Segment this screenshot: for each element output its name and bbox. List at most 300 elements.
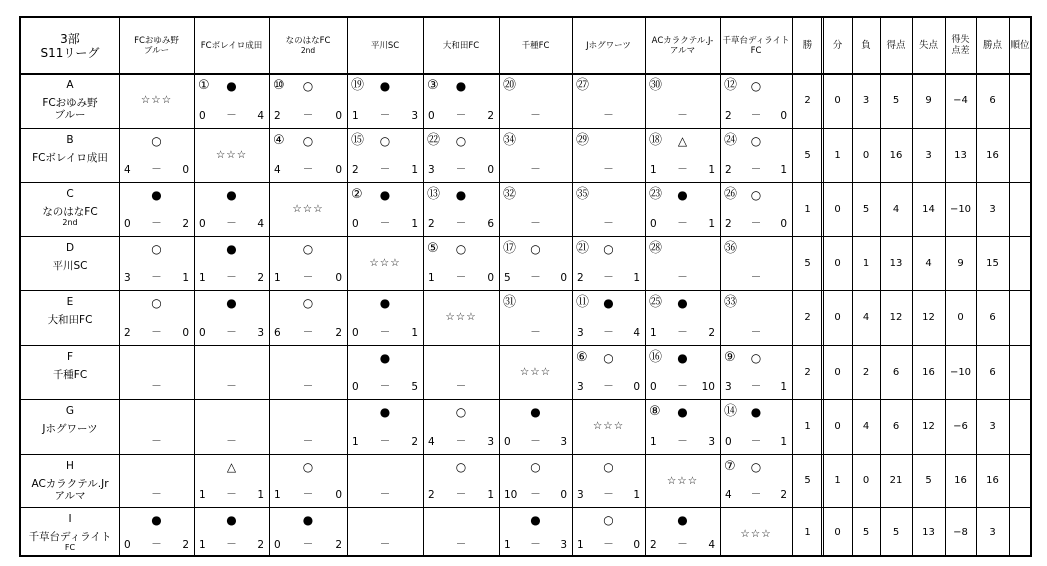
score-for: 0 bbox=[725, 436, 732, 448]
score-for: 1 bbox=[274, 272, 281, 284]
match-cell bbox=[194, 73, 269, 128]
match-cell bbox=[499, 454, 572, 507]
stat-value: 2 bbox=[804, 312, 811, 323]
match-cell bbox=[499, 236, 572, 290]
match-cell bbox=[423, 236, 499, 290]
score-dash: － bbox=[226, 538, 237, 550]
match-number: ⑪ bbox=[576, 295, 590, 310]
score-dash: － bbox=[226, 488, 237, 500]
match-cell bbox=[423, 128, 499, 182]
stat-value bbox=[1009, 345, 1031, 399]
result-mark-icon: ● bbox=[302, 513, 314, 527]
match-cell bbox=[347, 290, 423, 345]
match-cell bbox=[720, 128, 792, 182]
score-dash: － bbox=[530, 271, 541, 283]
score-dash: － bbox=[750, 217, 762, 229]
match-cell bbox=[119, 128, 194, 182]
match-cell bbox=[423, 345, 499, 399]
score-for: 4 bbox=[428, 436, 435, 448]
score-dash: － bbox=[302, 488, 314, 500]
score-for: 2 bbox=[725, 110, 732, 122]
result-mark-icon: ● bbox=[379, 79, 391, 93]
self-match-stars: ☆☆☆ bbox=[140, 94, 173, 106]
score-against: 2 bbox=[335, 327, 342, 339]
score-dash: － bbox=[302, 326, 314, 338]
match-cell bbox=[269, 454, 347, 507]
match-number: ⑯ bbox=[649, 350, 663, 365]
stat-value: 0 bbox=[834, 257, 841, 269]
stat-value bbox=[1009, 399, 1031, 454]
stat-header: 順位 bbox=[1010, 40, 1030, 51]
score-for: 3 bbox=[124, 272, 131, 284]
stat-value: 0 bbox=[862, 149, 870, 161]
score-dash: － bbox=[677, 163, 688, 175]
stat-header: 分 bbox=[832, 40, 843, 51]
score-dash: － bbox=[603, 538, 614, 550]
score-dash: － bbox=[379, 217, 391, 229]
stat-value: 0 bbox=[834, 366, 841, 378]
team-letter: F bbox=[66, 351, 74, 363]
team-header bbox=[645, 18, 720, 73]
score-against: 0 bbox=[633, 381, 640, 393]
score-dash: － bbox=[226, 435, 237, 447]
stat-header: 失点 bbox=[918, 40, 938, 51]
score-for: 3 bbox=[577, 327, 584, 339]
match-number: ㉖ bbox=[724, 187, 738, 202]
score-for: 2 bbox=[725, 218, 732, 230]
score-dash: － bbox=[530, 109, 541, 121]
result-mark-icon: ● bbox=[677, 351, 688, 365]
score-for: 2 bbox=[428, 218, 435, 230]
match-number: ⑩ bbox=[273, 78, 285, 93]
match-number: ⑰ bbox=[503, 241, 517, 256]
score-against: 0 bbox=[560, 272, 567, 284]
match-cell bbox=[572, 454, 645, 507]
stat-value: 4 bbox=[862, 421, 870, 432]
score-dash: － bbox=[302, 271, 314, 283]
match-cell bbox=[720, 507, 792, 557]
match-number: ㉞ bbox=[503, 133, 517, 148]
score-dash: － bbox=[302, 380, 314, 392]
team-name: なのはなFC bbox=[42, 206, 98, 218]
stat-value: 3 bbox=[989, 421, 996, 432]
score-for: 1 bbox=[352, 110, 359, 122]
match-cell bbox=[645, 454, 720, 507]
score-against: 0 bbox=[780, 110, 787, 122]
score-dash: － bbox=[677, 109, 688, 121]
match-cell bbox=[572, 236, 645, 290]
match-cell bbox=[194, 454, 269, 507]
score-against: 4 bbox=[633, 327, 640, 339]
score-for: 2 bbox=[725, 164, 732, 176]
team-letter: D bbox=[65, 242, 75, 254]
stat-value: 1 bbox=[804, 421, 811, 432]
score-against: 2 bbox=[411, 436, 418, 448]
team-name: 平川SC bbox=[52, 260, 88, 272]
score-against: 2 bbox=[708, 327, 715, 339]
table-title bbox=[21, 18, 119, 73]
stat-value: 4 bbox=[925, 257, 932, 269]
match-cell bbox=[119, 182, 194, 236]
result-mark-icon: ○ bbox=[750, 134, 762, 148]
score-for: 0 bbox=[352, 327, 359, 339]
match-cell bbox=[423, 73, 499, 128]
result-mark-icon: ● bbox=[530, 405, 541, 419]
score-against: 1 bbox=[780, 381, 787, 393]
stat-value: 4 bbox=[862, 312, 870, 323]
match-number: ⑭ bbox=[724, 404, 738, 419]
score-dash: － bbox=[530, 488, 541, 500]
match-cell bbox=[645, 507, 720, 557]
match-cell bbox=[347, 182, 423, 236]
score-dash: － bbox=[151, 380, 162, 392]
score-for: 4 bbox=[124, 164, 131, 176]
stat-value: 5 bbox=[925, 475, 932, 486]
team-letter: C bbox=[66, 188, 74, 200]
score-dash: － bbox=[530, 435, 541, 447]
row-team-name bbox=[21, 182, 119, 236]
match-number: ㉟ bbox=[576, 187, 590, 202]
score-for: 0 bbox=[199, 218, 206, 230]
score-against: 3 bbox=[257, 327, 264, 339]
score-against: 0 bbox=[335, 489, 342, 501]
team-letter: H bbox=[66, 460, 74, 472]
stat-header: 負 bbox=[861, 40, 871, 51]
score-dash: － bbox=[302, 163, 314, 175]
score-dash: － bbox=[379, 109, 391, 121]
match-cell bbox=[194, 507, 269, 557]
match-cell bbox=[720, 236, 792, 290]
match-cell bbox=[572, 128, 645, 182]
score-dash: － bbox=[603, 109, 614, 121]
score-dash: － bbox=[750, 380, 762, 392]
score-dash: － bbox=[603, 163, 614, 175]
score-against: 4 bbox=[257, 110, 264, 122]
team-name: ACカラクテル.Jr bbox=[31, 478, 109, 490]
stat-value: 5 bbox=[804, 149, 811, 161]
row-team-name bbox=[21, 454, 119, 507]
score-dash: － bbox=[677, 538, 688, 550]
score-against: 4 bbox=[257, 218, 264, 230]
result-mark-icon: ○ bbox=[603, 242, 614, 256]
score-for: 2 bbox=[352, 164, 359, 176]
match-cell bbox=[423, 290, 499, 345]
match-cell bbox=[645, 73, 720, 128]
score-against: 0 bbox=[182, 164, 189, 176]
result-mark-icon: ○ bbox=[603, 460, 614, 474]
team-name: 千草台ディライト bbox=[28, 531, 112, 543]
match-cell bbox=[499, 290, 572, 345]
match-cell bbox=[269, 236, 347, 290]
score-against: 0 bbox=[633, 539, 640, 551]
result-mark-icon: ○ bbox=[151, 296, 162, 310]
score-dash: － bbox=[226, 271, 237, 283]
match-number: ⑦ bbox=[724, 459, 736, 474]
score-for: 5 bbox=[504, 272, 511, 284]
stat-value: −10 bbox=[949, 203, 972, 215]
result-mark-icon: ● bbox=[677, 188, 688, 202]
match-cell bbox=[423, 182, 499, 236]
result-mark-icon: ○ bbox=[302, 460, 314, 474]
stat-value: 16 bbox=[986, 475, 999, 486]
match-number: ㉔ bbox=[724, 133, 738, 148]
team-name: 大和田FC bbox=[47, 314, 93, 326]
match-cell bbox=[347, 454, 423, 507]
match-cell bbox=[572, 345, 645, 399]
score-for: 0 bbox=[199, 327, 206, 339]
score-dash: － bbox=[151, 271, 162, 283]
score-against: 2 bbox=[487, 110, 494, 122]
score-dash: － bbox=[455, 271, 467, 283]
match-cell bbox=[720, 290, 792, 345]
score-against: 2 bbox=[182, 218, 189, 230]
stat-value: 14 bbox=[922, 203, 935, 215]
result-mark-icon: ○ bbox=[151, 134, 162, 148]
score-dash: － bbox=[603, 488, 614, 500]
match-number: ㉓ bbox=[649, 187, 663, 202]
team-header-line1: 千種FC bbox=[521, 40, 550, 51]
team-letter: B bbox=[66, 134, 74, 146]
team-header bbox=[194, 18, 269, 73]
score-for: 0 bbox=[650, 218, 657, 230]
team-header bbox=[572, 18, 645, 73]
stat-header: 得失 点差 bbox=[951, 34, 970, 56]
result-mark-icon: ● bbox=[379, 188, 391, 202]
stat-value: 15 bbox=[986, 257, 999, 269]
score-dash: － bbox=[151, 163, 162, 175]
score-dash: － bbox=[379, 163, 391, 175]
score-dash: － bbox=[750, 163, 762, 175]
score-dash: － bbox=[603, 271, 614, 283]
result-mark-icon: ● bbox=[677, 405, 688, 419]
result-mark-icon: △ bbox=[226, 460, 237, 474]
stat-value: 0 bbox=[957, 312, 964, 323]
row-team-name bbox=[21, 73, 119, 128]
team-name: FCボレイロ成田 bbox=[32, 152, 108, 164]
score-for: 1 bbox=[650, 327, 657, 339]
self-match-stars: ☆☆☆ bbox=[592, 420, 625, 432]
score-for: 3 bbox=[725, 381, 732, 393]
self-match-stars: ☆☆☆ bbox=[292, 203, 324, 215]
match-cell bbox=[347, 399, 423, 454]
score-dash: － bbox=[677, 271, 688, 283]
match-cell bbox=[572, 399, 645, 454]
match-cell bbox=[499, 345, 572, 399]
score-against: 1 bbox=[780, 164, 787, 176]
score-for: 2 bbox=[274, 110, 281, 122]
team-header bbox=[347, 18, 423, 73]
score-against: 1 bbox=[708, 164, 715, 176]
match-number: ⑱ bbox=[649, 133, 663, 148]
row-team-name bbox=[21, 345, 119, 399]
stat-value: 16 bbox=[922, 366, 935, 378]
match-number: ③ bbox=[427, 78, 439, 93]
score-for: 2 bbox=[650, 539, 657, 551]
score-dash: － bbox=[530, 217, 541, 229]
result-mark-icon: ○ bbox=[302, 296, 314, 310]
score-dash: － bbox=[455, 109, 467, 121]
result-mark-icon: ○ bbox=[302, 242, 314, 256]
score-against: 1 bbox=[487, 489, 494, 501]
match-number: ㉝ bbox=[724, 295, 738, 310]
match-number: ㉕ bbox=[649, 295, 663, 310]
result-mark-icon: ● bbox=[677, 513, 688, 527]
result-mark-icon: ● bbox=[151, 188, 162, 202]
stat-value bbox=[1009, 236, 1031, 290]
score-dash: － bbox=[302, 109, 314, 121]
score-for: 0 bbox=[124, 539, 131, 551]
match-cell bbox=[119, 399, 194, 454]
team-letter: I bbox=[68, 513, 72, 525]
score-for: 0 bbox=[352, 218, 359, 230]
score-dash: － bbox=[455, 538, 467, 550]
score-dash: － bbox=[603, 380, 614, 392]
team-header bbox=[423, 18, 499, 73]
team-name-line2: ブルー bbox=[54, 109, 86, 121]
stat-value: 12 bbox=[889, 312, 903, 323]
stat-header: 勝点 bbox=[982, 40, 1002, 51]
match-cell bbox=[645, 182, 720, 236]
score-for: 1 bbox=[199, 489, 206, 501]
result-mark-icon: ○ bbox=[750, 351, 762, 365]
self-match-stars: ☆☆☆ bbox=[369, 257, 401, 269]
match-cell bbox=[119, 73, 194, 128]
self-match-stars: ☆☆☆ bbox=[666, 475, 699, 487]
stat-value: 9 bbox=[957, 257, 964, 269]
stat-header: 得点 bbox=[886, 40, 906, 51]
match-cell bbox=[572, 290, 645, 345]
match-cell bbox=[499, 399, 572, 454]
match-cell bbox=[269, 73, 347, 128]
score-dash: － bbox=[750, 271, 762, 283]
match-cell bbox=[499, 507, 572, 557]
stat-value: 1 bbox=[862, 257, 870, 269]
match-cell bbox=[720, 73, 792, 128]
score-for: 1 bbox=[650, 436, 657, 448]
score-dash: － bbox=[151, 217, 162, 229]
result-mark-icon: ○ bbox=[455, 242, 467, 256]
team-name: Jホグワーツ bbox=[42, 423, 98, 435]
score-dash: － bbox=[530, 326, 541, 338]
stat-value: 12 bbox=[922, 421, 935, 432]
stat-value: 6 bbox=[892, 421, 900, 432]
stat-value: 1 bbox=[804, 526, 811, 538]
match-number: ㉘ bbox=[649, 241, 663, 256]
stat-value: 1 bbox=[834, 149, 841, 161]
score-against: 10 bbox=[701, 381, 715, 393]
match-cell bbox=[499, 128, 572, 182]
result-mark-icon: ● bbox=[226, 242, 237, 256]
score-dash: － bbox=[379, 380, 391, 392]
stat-value: 5 bbox=[892, 526, 900, 538]
match-number: ㉑ bbox=[576, 241, 590, 256]
self-match-stars: ☆☆☆ bbox=[445, 311, 477, 323]
score-dash: － bbox=[455, 217, 467, 229]
match-cell bbox=[269, 345, 347, 399]
stat-value: 0 bbox=[834, 95, 841, 106]
score-against: 0 bbox=[780, 218, 787, 230]
result-mark-icon: ○ bbox=[603, 351, 614, 365]
match-cell bbox=[119, 454, 194, 507]
score-dash: － bbox=[603, 217, 614, 229]
stat-value: 6 bbox=[989, 366, 996, 378]
result-mark-icon: ○ bbox=[302, 134, 314, 148]
score-against: 5 bbox=[411, 381, 418, 393]
stat-value: 16 bbox=[889, 149, 903, 161]
stat-value: −4 bbox=[953, 95, 968, 106]
result-mark-icon: ○ bbox=[151, 242, 162, 256]
match-cell bbox=[423, 454, 499, 507]
score-for: 1 bbox=[352, 436, 359, 448]
row-team-name bbox=[21, 399, 119, 454]
score-for: 1 bbox=[199, 539, 206, 551]
row-team-name bbox=[21, 236, 119, 290]
match-cell bbox=[269, 507, 347, 557]
score-dash: － bbox=[226, 217, 237, 229]
score-for: 0 bbox=[199, 110, 206, 122]
stat-value: 21 bbox=[889, 475, 903, 486]
score-dash: － bbox=[379, 488, 391, 500]
match-cell bbox=[423, 507, 499, 557]
self-match-stars: ☆☆☆ bbox=[740, 528, 772, 540]
result-mark-icon: ○ bbox=[455, 460, 467, 474]
match-cell bbox=[194, 345, 269, 399]
stat-value bbox=[1009, 507, 1031, 557]
match-cell bbox=[347, 128, 423, 182]
score-against: 3 bbox=[708, 436, 715, 448]
score-for: 3 bbox=[577, 489, 584, 501]
score-for: 3 bbox=[428, 164, 435, 176]
score-against: 1 bbox=[780, 436, 787, 448]
score-against: 1 bbox=[633, 489, 640, 501]
result-mark-icon: ● bbox=[379, 351, 391, 365]
score-dash: － bbox=[226, 326, 237, 338]
stat-value: 5 bbox=[862, 526, 870, 538]
stat-value: 0 bbox=[834, 203, 841, 215]
score-for: 1 bbox=[650, 164, 657, 176]
score-for: 0 bbox=[504, 436, 511, 448]
team-header bbox=[269, 18, 347, 73]
stat-value: 6 bbox=[989, 312, 996, 323]
score-against: 0 bbox=[335, 110, 342, 122]
team-header-line1: 大和田FC bbox=[442, 40, 480, 51]
score-against: 3 bbox=[560, 436, 567, 448]
result-mark-icon: ● bbox=[226, 296, 237, 310]
team-name-line2: FC bbox=[64, 543, 76, 552]
score-against: 2 bbox=[257, 272, 264, 284]
match-cell bbox=[423, 399, 499, 454]
team-header-line1: 平川SC bbox=[370, 40, 400, 51]
result-mark-icon: ● bbox=[151, 513, 162, 527]
match-cell bbox=[720, 454, 792, 507]
team-letter: A bbox=[66, 79, 74, 91]
stat-value bbox=[1009, 454, 1031, 507]
score-for: 0 bbox=[274, 539, 281, 551]
score-for: 4 bbox=[274, 164, 281, 176]
score-dash: － bbox=[677, 435, 688, 447]
score-dash: － bbox=[530, 538, 541, 550]
stat-value: 2 bbox=[804, 95, 811, 106]
score-dash: － bbox=[302, 538, 314, 550]
stat-value bbox=[1009, 73, 1031, 128]
match-cell bbox=[194, 290, 269, 345]
result-mark-icon: ● bbox=[530, 513, 541, 527]
match-number: ㊱ bbox=[724, 241, 738, 256]
score-dash: － bbox=[455, 163, 467, 175]
result-mark-icon: △ bbox=[677, 134, 688, 148]
score-against: 0 bbox=[335, 164, 342, 176]
match-cell bbox=[347, 507, 423, 557]
